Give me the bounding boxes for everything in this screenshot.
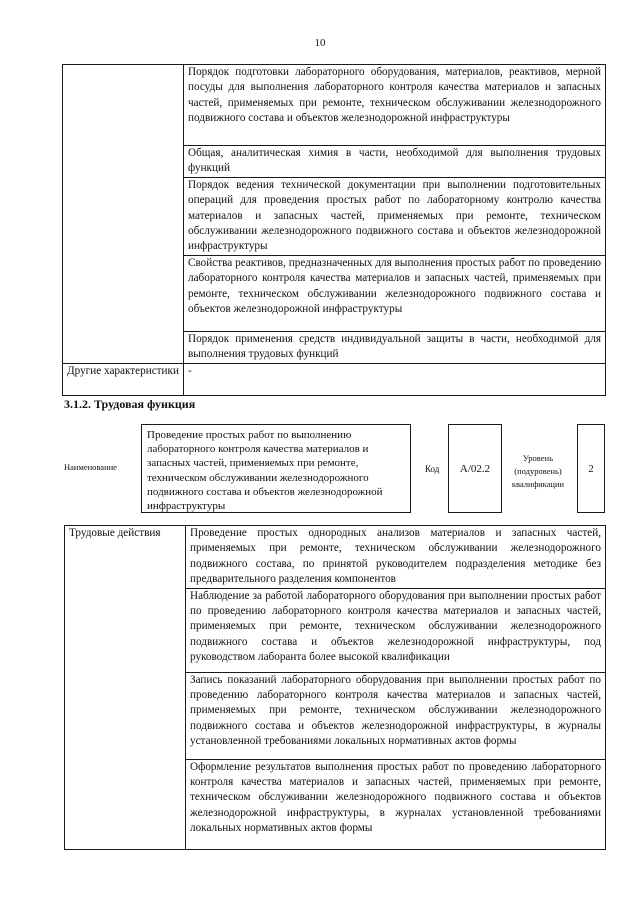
function-name-box: Проведение простых работ по выполнению лабораторного контроля качества материалов и запасных частей, применяемых при ремонте, техническом обслуживании железнодорожного подвижного состава и объектов железнодорожной инфраструктуры — [141, 424, 411, 513]
table-row — [63, 363, 606, 395]
labor-actions-table — [64, 525, 606, 850]
table-row — [63, 65, 606, 146]
table-cell: Порядок подготовки лабораторного оборудования, материалов, реактивов, мерной посуды для выполнения лабораторного контроля качества материалов и запасных частей, применяемых при ремонте, техническом обслуживании железнодорожного подвижного состава и объектов железнодорожной инфраструктуры — [184, 65, 606, 146]
row-label-cell — [63, 65, 184, 364]
table-cell: Порядок ведения технической документации при выполнении подготовительных операций для проведения простых работ по лабораторному контролю качества материалов и запасных частей, применяемых при ремонте, техническом обслуживании железнодорожного подвижного состава и объектов железнодорожной инфраструктуры — [184, 177, 606, 255]
table-cell: Наблюдение за работой лабораторного оборудования при выполнении простых работ по проведению лабораторного контроля качества материалов и запасных частей, применяемых при ремонте, техническом обслуживании железнодорожного подвижного состава и объектов железнодорожной инфраструктуры, под руководством лаборанта более высокой квалификации — [186, 588, 606, 672]
name-label: Наименование — [64, 462, 117, 472]
table-cell: - — [184, 363, 606, 395]
other-characteristics-label: Другие характеристики — [63, 363, 184, 395]
table-cell: Общая, аналитическая химия в части, необходимой для выполнения трудовых функций — [184, 146, 606, 178]
qualification-level-label: Уровень (подуровень) квалификации — [511, 453, 565, 489]
table-cell: Запись показаний лабораторного оборудования при выполнении простых работ по проведению лабораторного контроля качества материалов и запасных частей, применяемых при ремонте, техническом обслуживании железнодорожного подвижного состава и объектов железнодорожной инфраструктуры, в журналы установленной требованиями локальных нормативных актов формы — [186, 672, 606, 759]
code-box — [448, 424, 502, 513]
labor-actions-label: Трудовые действия — [65, 526, 186, 850]
qualification-level-value: 2 — [588, 462, 594, 475]
table-cell: Порядок применения средств индивидуальной защиты в части, необходимой для выполнения трудовых функций — [184, 331, 606, 363]
table-cell: Проведение простых однородных анализов материалов и запасных частей, применяемых при ремонте, техническом обслуживании железнодорожного подвижного состава, по принятой руководителем подразделения методике без предварительного разделения компонентов — [186, 526, 606, 589]
table-cell: Оформление результатов выполнения простых работ по проведению лабораторного контроля качества материалов и запасных частей, применяемых при ремонте, техническом обслуживании железнодорожного подвижного состава и объектов железнодорожной инфраструктуры, в журналах установленной требованиями локальных нормативных актов формы — [186, 759, 606, 849]
table-row — [65, 526, 606, 589]
knowledge-table — [62, 64, 606, 396]
page-number: 10 — [314, 37, 326, 49]
qualification-level-box — [577, 424, 605, 513]
code-value: A/02.2 — [459, 462, 491, 475]
table-cell: Свойства реактивов, предназначенных для выполнения простых работ по проведению лабораторного контроля качества материалов и запасных частей, применяемых при ремонте, техническом обслуживании железнодорожного подвижного состава и объектов железнодорожной инфраструктуры — [184, 255, 606, 331]
section-heading: 3.1.2. Трудовая функция — [64, 397, 196, 411]
code-label: Код — [425, 464, 440, 474]
